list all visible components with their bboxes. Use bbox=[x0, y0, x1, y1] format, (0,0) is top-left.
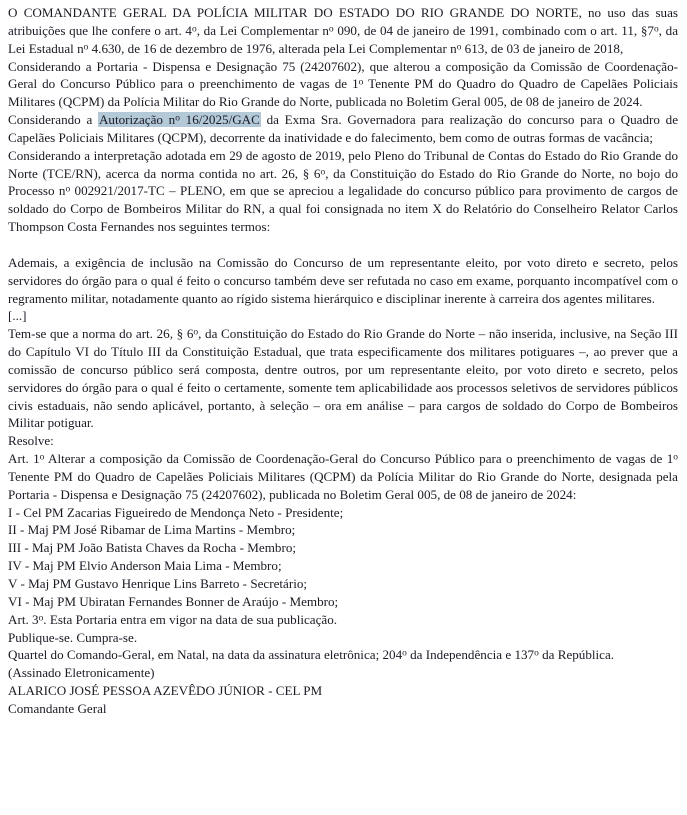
ordinal-indicator: o bbox=[402, 648, 407, 659]
signatory-name: ALARICO JOSÉ PESSOA AZEVÊDO JÚNIOR - CEL PM bbox=[8, 683, 323, 699]
ordinal-indicator: o bbox=[653, 24, 659, 35]
highlighted-authorization-reference[interactable]: Autorização $n^o$ 16/2025/GAC bbox=[98, 112, 260, 128]
ordinal-indicator: o bbox=[358, 77, 364, 88]
article-3-paragraph: Art. 3$^o$. Esta Portaria entra em vigor na data de sua publicação. bbox=[8, 611, 338, 627]
considerando-paragraph-2 bbox=[8, 111, 678, 147]
quote-spacer-top bbox=[8, 236, 678, 254]
considerando-paragraph-1: Considerando a Portaria - Dispensa e Designação 75 (24207602), que alterou a composição da Comissão de Coordenação-Geral do Concurso Público para o preenchimento de vagas de 1$^o$ Tenente PM do Quadro do Quadro de Capelães Policiais Militares (QCPM) da Polícia Militar do Rio Grande do Norte, publicada no Boletim Geral 005, de 08 de janeiro de 2024. bbox=[8, 58, 679, 110]
article-1-paragraph: Art. 1$^o$ Alterar a composição da Comissão de Coordenação-Geral do Concurso Público para o preenchimento de vagas de 1$^o$ Tenente PM do Quadro de Capelães Policiais Militares (QCPM) da Polícia Militar do Rio Grande do Norte, designada pela Portaria - Dispensa e Designação 75 (24207602), publicada no Boletim Geral 005, de 08 de janeiro de 2024: bbox=[8, 451, 678, 502]
considerando-2-suffix: da Exma Sra. Governadora para realização do concurso para o Quadro de Capelães Policiais Militares (QCPM), decorrente da inatividade e do falecimento, bem como de outras formas de vacância; bbox=[8, 112, 678, 145]
quartel-location-line: Quartel do Comando-Geral, em Natal, na data da assinatura eletrônica; 204$^o$ da Independência e 137$^o$ da República. bbox=[8, 647, 615, 663]
list-item: VI - Maj PM Ubiratan Fernandes Bonner de Araújo - Membro; bbox=[8, 593, 339, 609]
ordinal-indicator: o bbox=[39, 452, 45, 463]
list-item: II - Maj PM José Ribamar de Lima Martins - Membro; bbox=[8, 522, 296, 538]
considerando-paragraph-3: Considerando a interpretação adotada em 29 de agosto de 2019, pelo Pleno do Tribunal de Contas do Estado do Rio Grande do Norte (TCE/RN), acerca da norma contida no art. 26, § 6$^o$, da Constituição do Estado do Rio Grande do Norte, no bojo do Processo $n^o$ 002921/2017-TC – PLENO, em que se apreciou a legalidade do concurso público para provimento de cargos de soldado do Corpo de Bombeiros Militar do RN, a qual foi consignada no item X do Relatório do Conselheiro Relator Carlos Thompson Costa Fernandes nos seguintes termos: bbox=[8, 147, 678, 235]
ordinal-indicator: o bbox=[328, 24, 334, 35]
ordinal-indicator: o bbox=[38, 613, 44, 624]
list-item: III - Maj PM João Batista Chaves da Rocha - Membro; bbox=[8, 540, 297, 556]
resolve-heading: Resolve: bbox=[8, 433, 54, 449]
ordinal-indicator: o bbox=[175, 113, 180, 124]
electronic-signature-note: (Assinado Eletronicamente) bbox=[8, 665, 155, 681]
considerando-2-prefix: Considerando a bbox=[8, 112, 98, 128]
list-item: V - Maj PM Gustavo Henrique Lins Barreto - Secretário; bbox=[8, 576, 308, 591]
quote-paragraph-1: Ademais, a exigência de inclusão na Comissão do Concurso de um representante eleito, por voto direto e secreto, pelos servidores do órgão para o qual é feito o concurso também deve ser refutada no caso em exame, porquanto incompatível com o regramento militar, notadamente quanto ao rígido sistema hierárquico e disciplinar inerente à carreira dos agentes militares. bbox=[8, 254, 678, 306]
signatory-title: Comandante Geral bbox=[8, 700, 107, 716]
ordinal-indicator: o bbox=[65, 185, 71, 196]
ordinal-indicator: o bbox=[534, 648, 539, 659]
list-item: I - Cel PM Zacarias Figueiredo de Mendonça Neto - Presidente; bbox=[8, 504, 344, 520]
ordinal-indicator: o bbox=[191, 24, 197, 35]
ordinal-indicator: o bbox=[193, 327, 199, 338]
ordinal-indicator: o bbox=[83, 42, 89, 53]
ordinal-indicator: o bbox=[320, 167, 326, 178]
publique-se-line: Publique-se. Cumpra-se. bbox=[8, 629, 138, 645]
preamble-paragraph: O COMANDANTE GERAL DA POLÍCIA MILITAR DO ESTADO DO RIO GRANDE DO NORTE, no uso das suas atribuições que lhe confere o art. 4$^o$, da Lei Complementar $n^o$ 090, de 04 de janeiro de 1991, combinado com o art. 11, §7$^o$, da Lei Estadual $n^o$ 4.630, de 16 de dezembro de 1976, alterada pela Lei Complementar $n^o$ 613, de 03 de janeiro de 2018, bbox=[8, 5, 679, 56]
quote-paragraph-2: Tem-se que a norma do art. 26, § 6$^o$, da Constituição do Estado do Rio Grande do Norte – não inserida, inclusive, na Seção III do Capítulo VI do Título III da Constituição Estadual, que trata especificamente dos militares potiguares –, ao prever que a comissão de concurso público será composta, dentre outros, por um representante eleito, por voto direto e secreto, pelos servidores do órgão para o qual é feito o certamente, somente tem aplicabilidade aos processos seletivos de servidores públicos civis estaduais, não sendo aplicável, portanto, à seleção – ora em análise – para cargos de soldado do Corpo de Bombeiros Militar potiguar. bbox=[8, 326, 678, 431]
ordinal-indicator: o bbox=[673, 452, 678, 463]
list-item: IV - Maj PM Elvio Anderson Maia Lima - Membro; bbox=[8, 558, 282, 574]
ordinal-indicator: o bbox=[456, 42, 462, 53]
quote-ellipsis: [...] bbox=[8, 308, 27, 324]
